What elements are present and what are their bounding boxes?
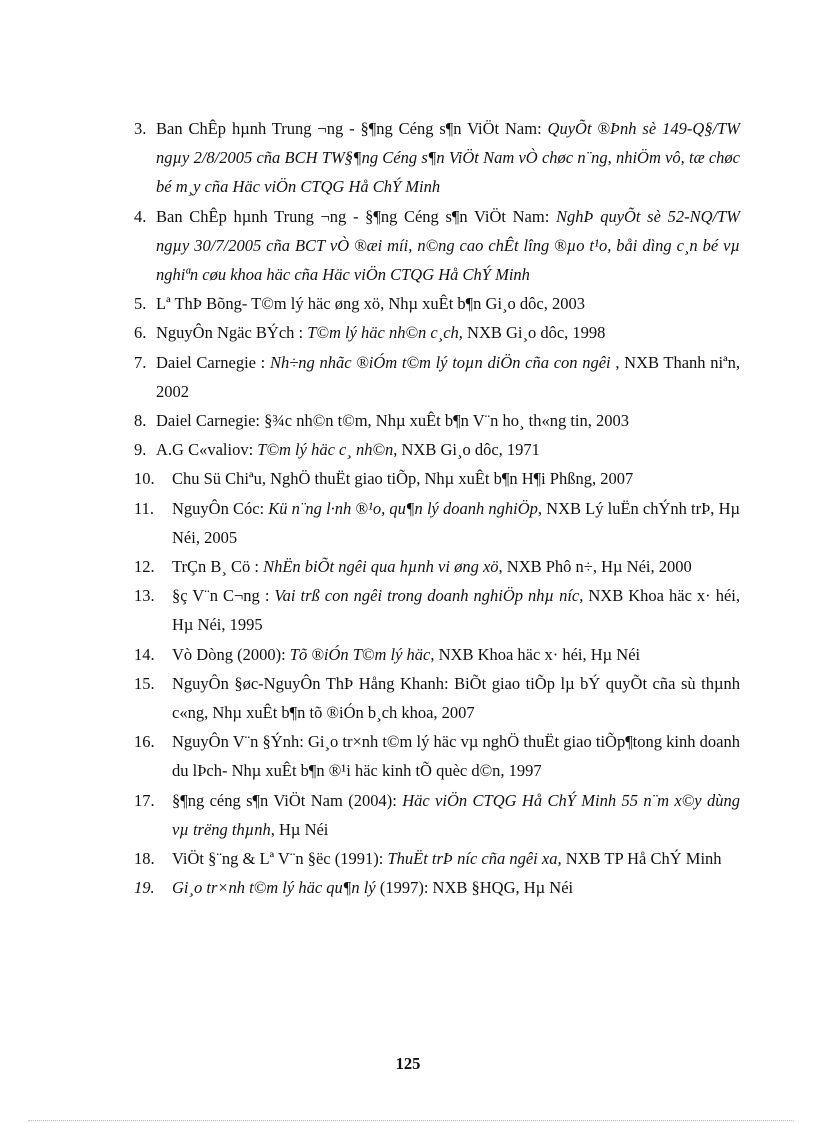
reference-number: 11. [134,498,155,518]
reference-number: 4. [134,206,147,226]
reference-publisher: , NXB Lý luËn chÝnh trÞ, Hµ Néi, 2005 [172,498,740,547]
reference-author: Daiel Carnegie : [156,352,270,372]
reference-number: 15. [134,673,155,693]
reference-number: 10. [134,469,155,489]
reference-item [134,435,740,464]
reference-publisher: NXB Gi¸o dôc, 1971 [397,440,540,460]
reference-publisher: NXB TP Hå ChÝ Minh [561,849,722,869]
reference-publisher: (1997): NXB §HQG, Hµ Néi [375,878,574,898]
reference-title: NghÞ quyÕt sè 52-NQ/TW ngµy 30/7/2005 cña BCT vÒ ®æi míi, n©ng cao chÊt lîng ®µo t¹o, båi dìng c¸n bé vµ nghiªn cøu khoa häc cña Häc viÖn CTQG Hå ChÝ Minh [156,206,740,285]
reference-item [134,348,740,406]
reference-text [156,289,740,318]
reference-author: §¶ng céng s¶n ViÖt Nam (2004): [172,790,403,810]
reference-author: A.G C«valiov: [156,440,258,460]
reference-title: Tõ ®iÓn T©m lý häc [289,644,431,664]
reference-text [172,669,740,727]
reference-item [134,581,740,639]
reference-item [134,494,740,552]
reference-publisher: , Hµ Néi [270,819,329,839]
reference-publisher: NXB Khoa häc x· héi, Hµ Néi, 1995 [172,586,740,635]
reference-text [172,844,740,873]
reference-author: NguyÔn Ngäc BÝch : [156,323,308,343]
reference-number: 19. [134,878,155,898]
reference-title: NhËn biÕt ngêi qua hµnh vi øng xö [263,557,499,577]
reference-author: Vò Dòng (2000): [172,644,290,664]
reference-item [134,844,740,873]
reference-author: NguyÔn Cóc: [172,498,269,518]
reference-item [134,202,740,290]
reference-list [134,114,740,902]
reference-text [156,348,740,406]
reference-title: T©m lý häc nh©n c¸ch, [307,323,463,343]
reference-text [172,727,740,785]
reference-item [134,406,740,435]
reference-item [134,289,740,318]
reference-item [134,464,740,493]
reference-text [172,552,740,581]
reference-item [134,786,740,844]
reference-text [172,786,740,844]
reference-number: 6. [134,323,147,343]
reference-publisher: , NXB Khoa häc x· héi, Hµ Néi [430,644,641,664]
reference-title: Häc viÖn CTQG Hå ChÝ Minh 55 n¨m x©y dùng vµ trëng thµnh [172,790,740,839]
reference-item [134,318,740,347]
reference-text [172,464,740,493]
reference-text [156,202,740,290]
reference-publisher: NXB Gi¸o dôc, 1998 [462,323,606,343]
reference-author: NguyÔn V¨n §Ýnh: Gi¸o tr×nh t©m lý häc vµ nghÖ thuËt giao tiÕp¶tong kinh doanh du lÞch- Nhµ xuÊt b¶n ®¹i häc kinh tÕ quèc d©n, 1997 [172,732,740,781]
reference-publisher: , NXB Phô n÷, Hµ Néi, 2000 [498,557,692,577]
reference-author: ViÖt §¨ng & Lª V¨n §ëc (1991): [172,849,388,869]
reference-number: 8. [134,411,147,431]
reference-number: 13. [134,586,155,606]
page-number: 125 [395,1054,421,1073]
reference-number: 17. [134,790,155,810]
reference-number: 16. [134,732,155,752]
reference-item [134,552,740,581]
reference-author: Ban ChÊp hµnh Trung ¬ng - §¶ng Céng s¶n ViÖt Nam: [156,206,556,226]
reference-title: QuyÕt ®Þnh sè 149-Q§/TW ngµy 2/8/2005 cña BCH TW§¶ng Céng s¶n ViÖt Nam vÒ chøc n¨ng, nhiÖm vô, tæ chøc bé m¸y cña Häc viÖn CTQG Hå ChÝ Minh [156,119,740,197]
reference-item [134,114,740,202]
reference-text [156,318,740,347]
reference-title: T©m lý häc c¸ nh©n, [257,440,398,460]
reference-text [172,581,740,639]
reference-text [156,406,740,435]
reference-number: 14. [134,644,155,664]
reference-author: §ç V¨n C¬ng : [172,586,275,606]
reference-number: 5. [134,294,147,314]
reference-text [156,114,740,202]
reference-author: NguyÔn §øc-NguyÔn ThÞ Hång Khanh: BiÕt giao tiÕp lµ bÝ quyÕt cña sù thµnh c«ng, Nhµ xuÊt b¶n tõ ®iÓn b¸ch khoa, 2007 [172,673,740,723]
reference-author: Ban ChÊp hµnh Trung ¬ng - §¶ng Céng s¶n ViÖt Nam: [156,119,548,138]
reference-number: 18. [134,849,155,869]
reference-item [134,669,740,727]
reference-author: TrÇn B¸ Cö : [172,557,264,577]
reference-number: 9. [134,440,147,460]
reference-title: Vai trß con ngêi trong doanh nghiÖp nhµ níc, [274,586,584,606]
reference-author: Daiel Carnegie: §¾c nh©n t©m, Nhµ xuÊt b¶n V¨n ho¸ th«ng tin, 2003 [156,411,629,431]
reference-item [134,873,740,902]
reference-title: Kü n¨ng l·nh ®¹o, qu¶n lý doanh nghiÖp [268,498,538,518]
reference-title: ThuËt trÞ níc cña ngêi xa, [387,849,562,869]
reference-text [172,640,740,669]
reference-text [172,873,740,902]
reference-title: Gi¸o tr×nh t©m lý häc qu¶n lý [172,878,376,898]
reference-number: 3. [134,119,147,138]
reference-item [134,727,740,785]
reference-number: 12. [134,557,155,577]
reference-publisher: , NXB Thanh niªn, 2002 [156,352,740,401]
reference-text [172,494,740,552]
reference-text [156,435,740,464]
reference-author: Lª ThÞ Bõng- T©m lý häc øng xö, Nhµ xuÊt b¶n Gi¸o dôc, 2003 [156,294,585,314]
reference-title: Nh÷ng nhãc ®iÓm t©m lý toµn diÖn cña con ngêi [269,352,611,372]
reference-item [134,640,740,669]
reference-number: 7. [134,352,147,372]
footer-divider [28,1120,794,1121]
reference-author: Chu Sü Chiªu, NghÖ thuËt giao tiÕp, Nhµ xuÊt b¶n H¶i Phßng, 2007 [172,469,634,489]
